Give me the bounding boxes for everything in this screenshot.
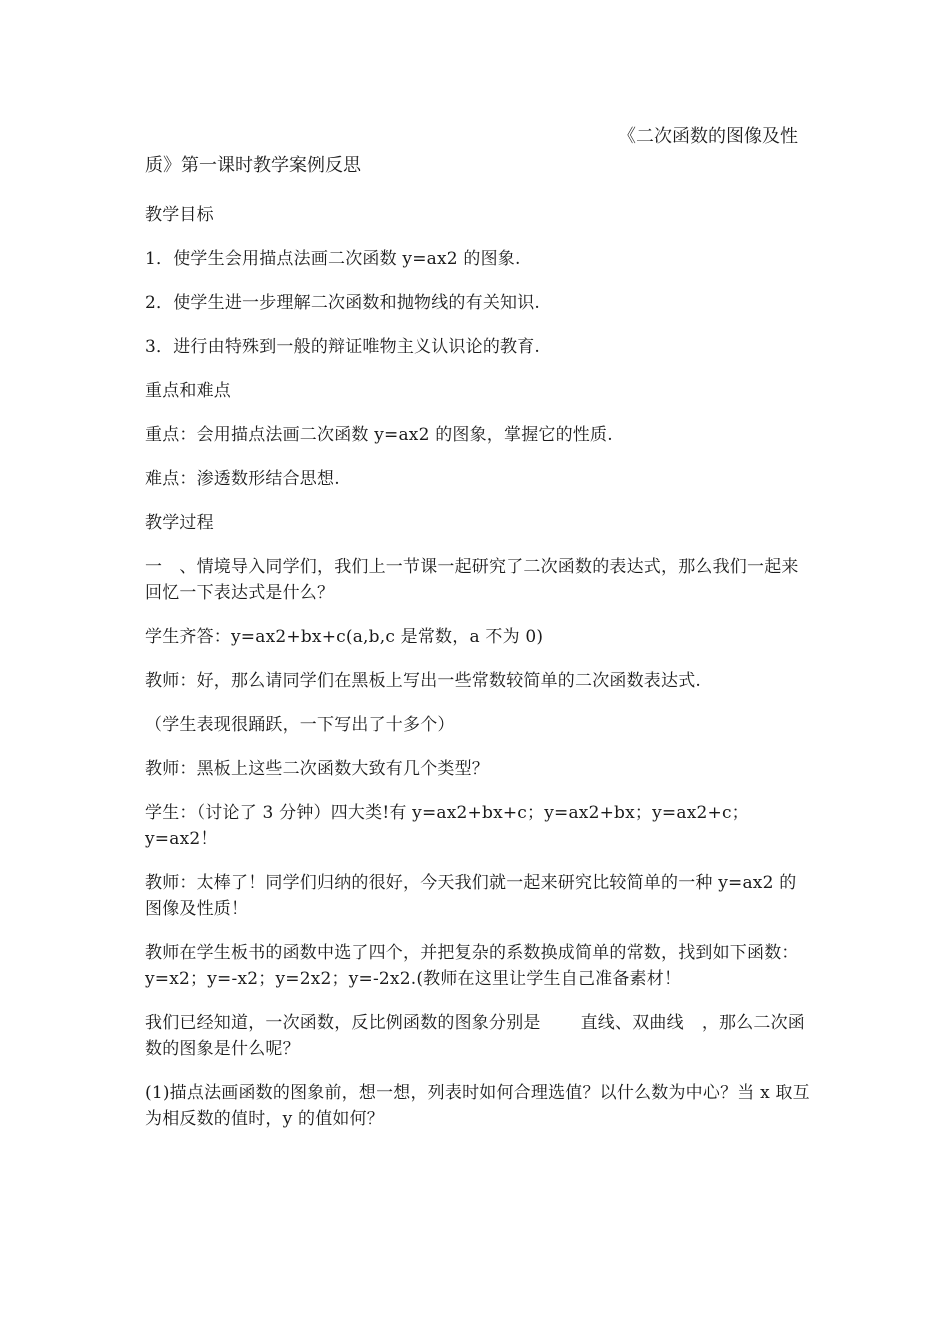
objective-item-3: 3．进行由特殊到一般的辩证唯物主义认识论的教育. — [145, 337, 541, 357]
title-line-2: 质》第一课时教学案例反思 — [145, 155, 361, 176]
process-paragraph-intro: 一 、情境导入同学们，我们上一节课一起研究了二次函数的表达式，那么我们一起来回忆一下表达式是什么？ — [145, 557, 799, 603]
objective-item-1: 1．使学生会用描点法画二次函数 y=ax2 的图象. — [145, 249, 521, 269]
title-line-1: 《二次函数的图像及性 — [618, 126, 798, 147]
process-paragraph-teacher-praise: 教师：太棒了！同学们归纳的很好，今天我们就一起来研究比较简单的一种 y=ax2 的图像及性质！ — [145, 873, 797, 919]
process-paragraph-student-answer: 学生齐答：y=ax2+bx+c(a,b,c 是常数，a 不为 0) — [145, 627, 544, 647]
graph-question-part-1: 我们已经知道，一次函数，反比例函数的图象分别是 — [145, 1013, 541, 1033]
section-heading-key-points: 重点和难点 — [145, 381, 231, 401]
difficult-point: 难点：渗透数形结合思想. — [145, 469, 340, 489]
process-paragraph-selected-functions: 教师在学生板书的函数中选了四个，并把复杂的系数换成简单的常数，找到如下函数：y=x2；y=-x2；y=2x2；y=-2x2.(教师在这里让学生自己准备素材！ — [145, 943, 799, 989]
key-point: 重点：会用描点法画二次函数 y=ax2 的图象，掌握它的性质. — [145, 425, 613, 445]
section-heading-objectives: 教学目标 — [145, 205, 214, 225]
objective-item-2: 2．使学生进一步理解二次函数和抛物线的有关知识. — [145, 293, 541, 313]
document-title — [145, 122, 810, 180]
process-paragraph-teacher-question: 教师：黑板上这些二次函数大致有几个类型？ — [145, 759, 489, 779]
graph-question-answer: 直线、双曲线 — [580, 1013, 684, 1033]
document-page — [145, 122, 810, 1150]
graph-question-part-2: ，那么二次函数的图象是什么呢？ — [145, 1013, 806, 1059]
process-paragraph-student-types: 学生：（讨论了 3 分钟）四大类!有 y=ax2+bx+c；y=ax2+bx；y=ax2+c；y=ax2！ — [145, 803, 749, 849]
section-heading-process: 教学过程 — [145, 513, 214, 533]
process-paragraph-teacher-request: 教师：好，那么请同学们在黑板上写出一些常数较简单的二次函数表达式. — [145, 671, 702, 691]
process-paragraph-graph-question — [145, 1010, 810, 1062]
process-paragraph-student-reaction: （学生表现很踊跃，一下写出了十多个） — [145, 715, 455, 735]
process-paragraph-step-1: (1)描点法画函数的图象前，想一想，列表时如何合理选值？以什么数为中心？当 x 取互为相反数的值时，y 的值如何？ — [145, 1083, 810, 1129]
